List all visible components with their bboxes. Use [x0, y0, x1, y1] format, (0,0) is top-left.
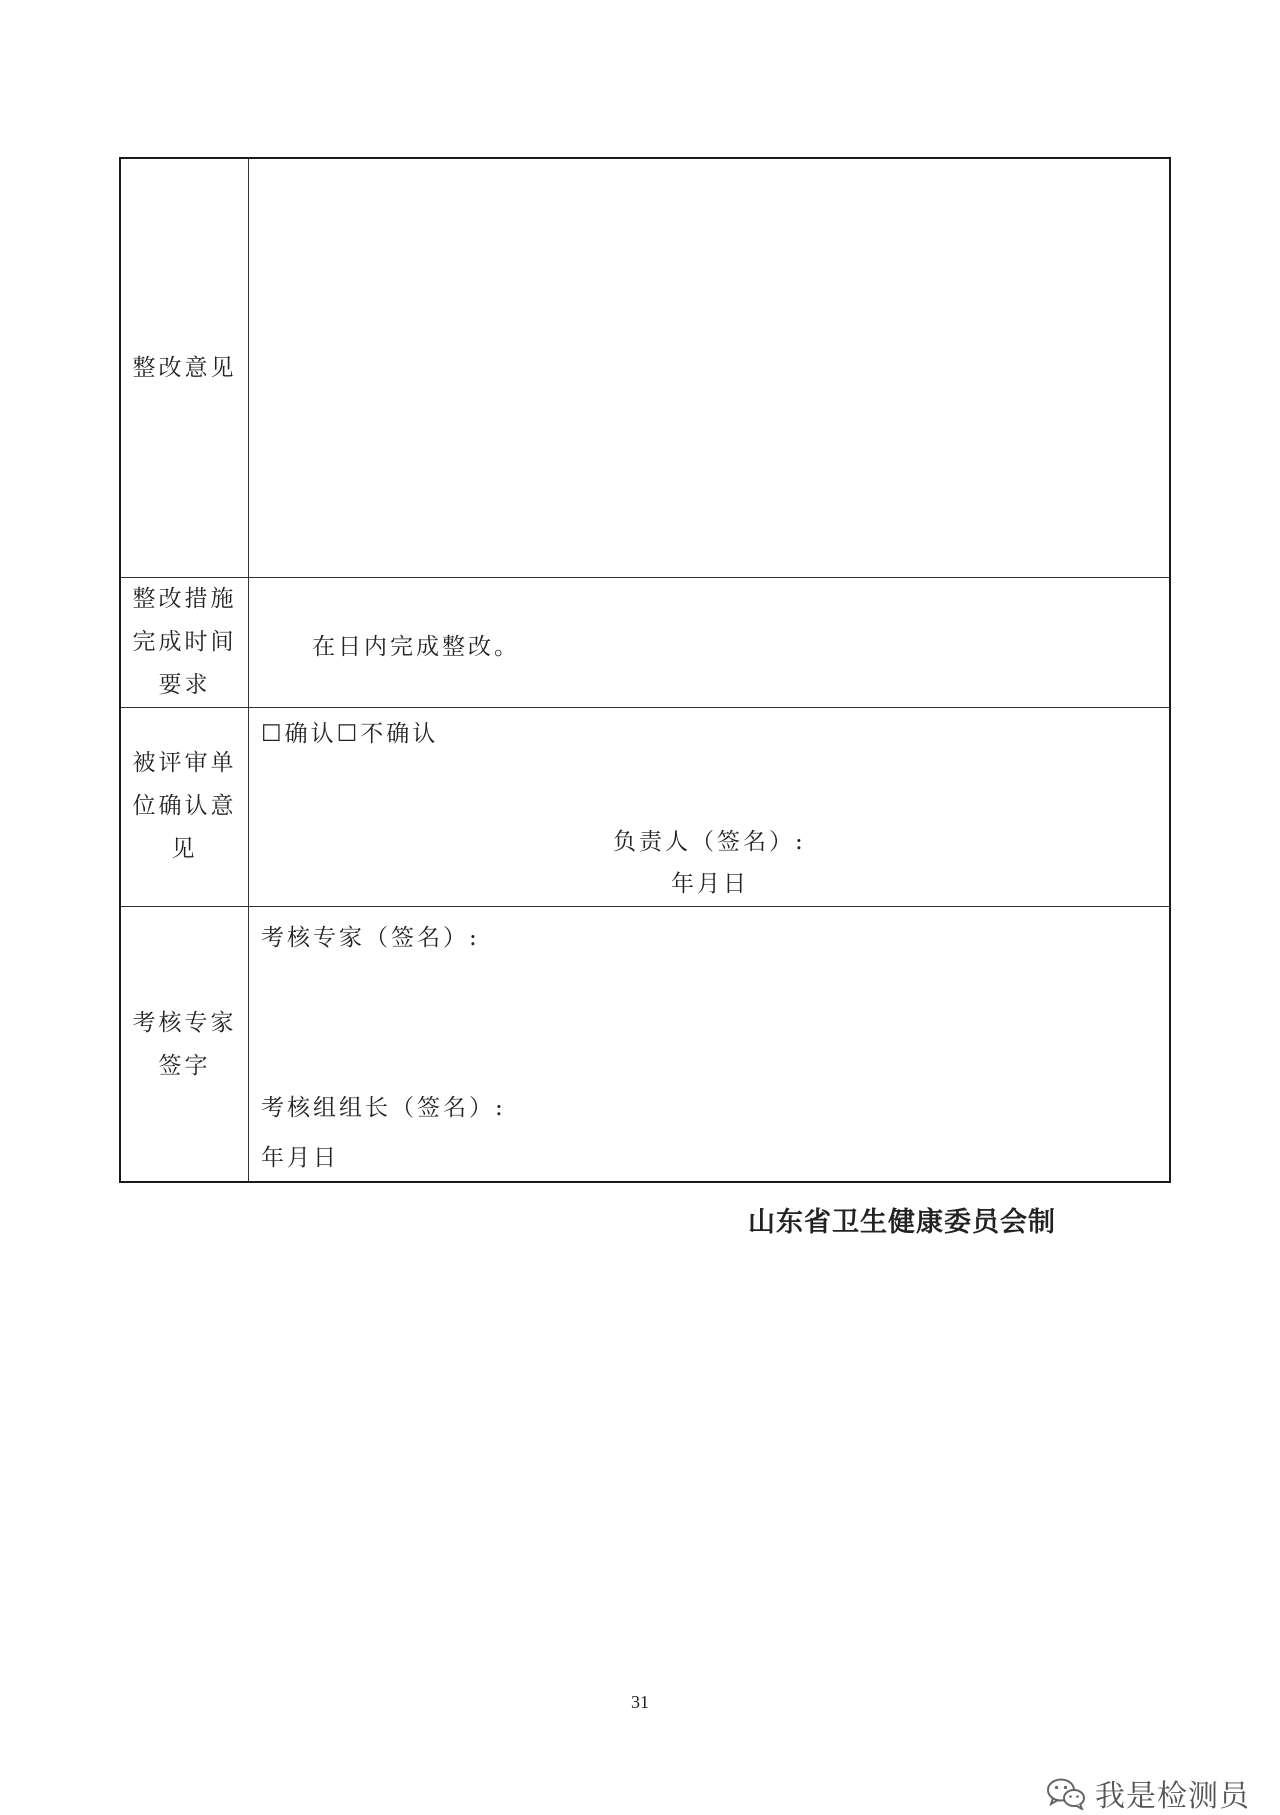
row-rectification-opinion: [121, 159, 248, 577]
row-divider: [121, 577, 1169, 578]
expert-date: 年月日: [261, 1145, 339, 1171]
row-unit-confirmation: [121, 707, 248, 906]
confirmation-date: 年月日: [671, 871, 749, 897]
row-divider: [121, 707, 1169, 708]
unit-confirmation-label: 被评审单位确认意见: [132, 750, 237, 862]
issuer-footer: 山东省卫生健康委员会制: [748, 1207, 1056, 1238]
responsible-person-signature: 负责人（签名）:: [613, 829, 806, 855]
rectification-opinion-field[interactable]: [251, 159, 1169, 577]
completion-time-text: 在日内完成整改。: [312, 634, 520, 660]
group-leader-signature-line: 考核组组长（签名）:: [261, 1095, 506, 1121]
row-expert-signature: [121, 906, 248, 1183]
column-divider: [248, 159, 249, 1181]
row-completion-time: [121, 577, 248, 707]
expert-signature-label: 考核专家签字: [132, 1009, 237, 1079]
watermark: [1045, 1773, 1250, 1813]
completion-time-label: 整改措施完成时间要求: [132, 585, 237, 698]
review-form-table: [119, 157, 1171, 1183]
page-number: 31: [631, 1692, 649, 1712]
expert-signature-line: 考核专家（签名）:: [261, 925, 480, 951]
confirm-checkbox-options[interactable]: ☐确认☐不确认: [261, 721, 439, 747]
watermark-text: 我是检测员: [1095, 1779, 1250, 1814]
rectification-opinion-label: 整改意见: [132, 354, 237, 381]
wechat-icon: [1045, 1776, 1087, 1810]
row-divider: [121, 906, 1169, 907]
